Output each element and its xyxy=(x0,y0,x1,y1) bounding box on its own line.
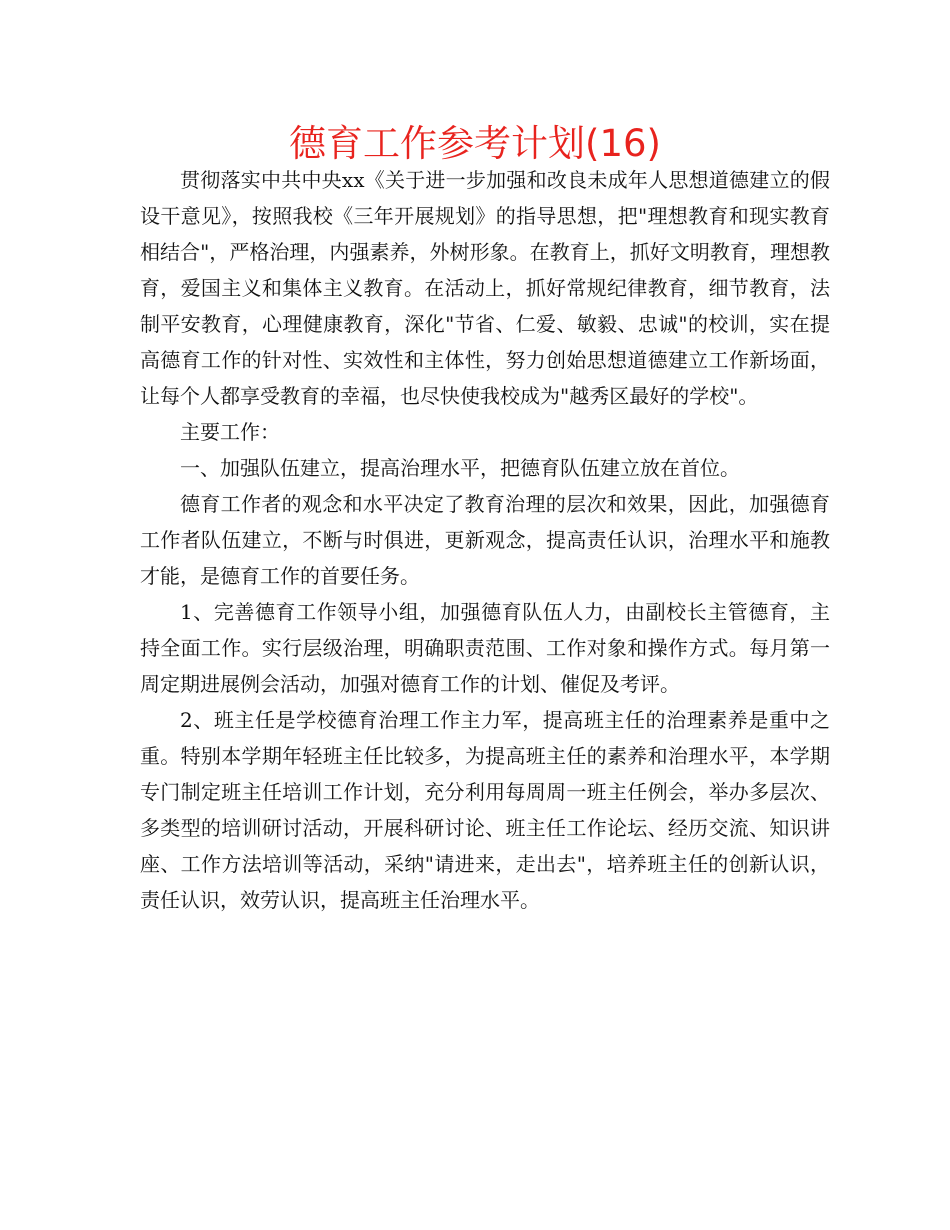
paragraph-section-one-body: 德育工作者的观念和水平决定了教育治理的层次和效果，因此，加强德育工作者队伍建立，不断与时俱进，更新观念，提高责任认识，治理水平和施教才能，是德育工作的首要任务。 xyxy=(140,492,830,588)
document-title: 德育工作参考计划(16) xyxy=(289,122,661,165)
paragraph-main-work-heading: 主要工作： xyxy=(180,420,280,444)
paragraph-intro: 贯彻落实中共中央xx《关于进一步加强和改良未成年人思想道德建立的假设干意见》，按照我校《三年开展规划》的指导思想，把"理想教育和现实教育相结合"，严格治理，内强素养，外树形象。在教育上，抓好文明教育，理想教育，爱国主义和集体主义教育。在活动上，抓好常规纪律教育，细节教育，法制平安教育，心理健康教育，深化"节省、仁爱、敏毅、忠诚"的校训，实在提高德育工作的针对性、实效性和主体性，努力创始思想道德建立工作新场面，让每个人都享受教育的幸福，也尽快使我校成为"越秀区最好的学校"。 xyxy=(140,168,830,408)
paragraph-item-1: 1、完善德育工作领导小组，加强德育队伍人力，由副校长主管德育，主持全面工作。实行层级治理，明确职责范围、工作对象和操作方式。每月第一周定期进展例会活动，加强对德育工作的计划、催促及考评。 xyxy=(140,600,830,696)
document-body xyxy=(140,162,830,918)
paragraph-section-one-heading: 一、加强队伍建立，提高治理水平，把德育队伍建立放在首位。 xyxy=(180,456,740,480)
paragraph-item-2: 2、班主任是学校德育治理工作主力军，提高班主任的治理素养是重中之重。特别本学期年轻班主任比较多，为提高班主任的素养和治理水平，本学期专门制定班主任培训工作计划，充分利用每周周一班主任例会，举办多层次、多类型的培训研讨活动，开展科研讨论、班主任工作论坛、经历交流、知识讲座、工作方法培训等活动，采纳"请进来，走出去"，培养班主任的创新认识，责任认识，效劳认识，提高班主任治理水平。 xyxy=(140,708,830,912)
